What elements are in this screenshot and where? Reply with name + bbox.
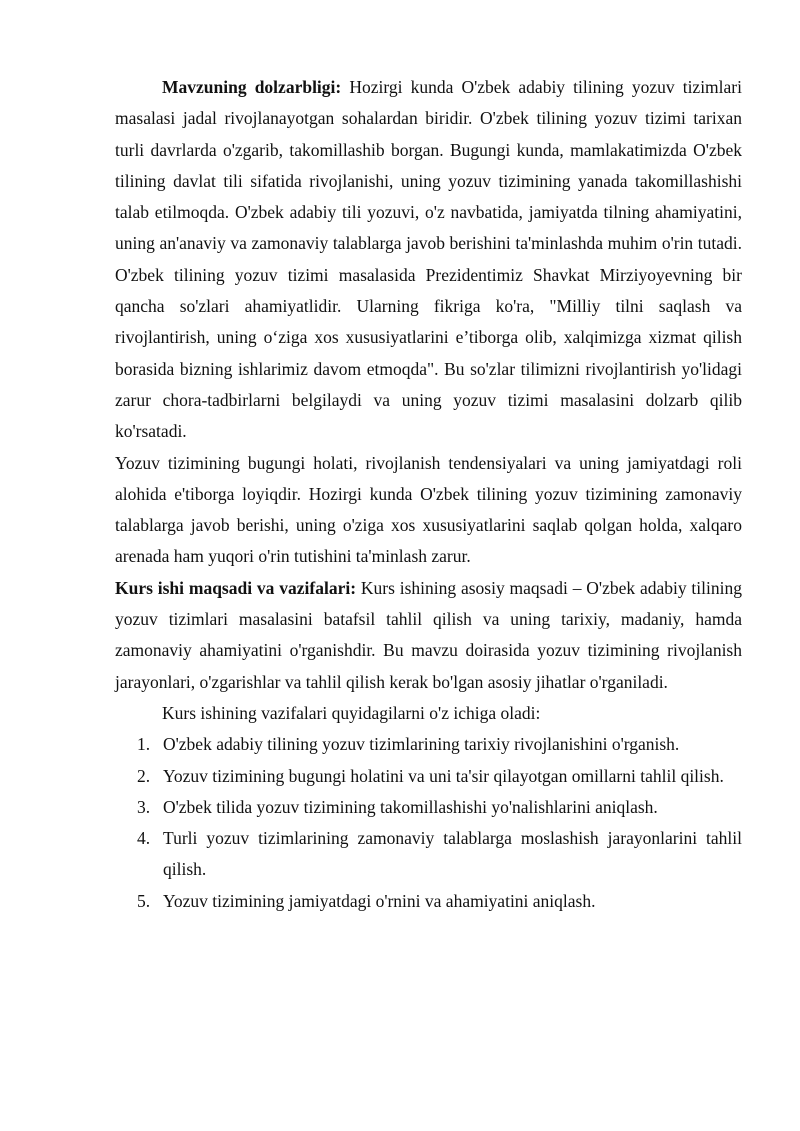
list-item [115,761,742,792]
list-item [115,886,742,917]
tasks-list [115,729,742,917]
goals-heading: Kurs ishi maqsadi va vazifalari: [115,577,357,598]
list-item [115,792,742,823]
paragraph-relevance [115,72,742,448]
paragraph-tasks-intro: Kurs ishining vazifalari quyidagilarni o'z ichiga oladi: [162,702,541,723]
list-item-number: 1. [137,734,151,755]
relevance-text: Hozirgi kunda O'zbek adabiy tilining yozuv tizimlari masalasi jadal rivojlanayotgan sohalardan biridir. O'zbek tilining yozuv tizimi tarixan turli davrlarda o'zgarib, takomillashib borgan. Bugungi kunda, mamlakatimizda O'zbek tilining davlat tili sifatida rivojlanishi, uning yozuv tizimining yanada takomillashishi talab etilmoqda. O'zbek adabiy tili yozuvi, o'z navbatida, jamiyatda tilning ahamiyatini, uning an'anaviy va zamonaviy talablarga javob berishini ta'minlashda muhim o'rin tutadi. O'zbek tilining yozuv tizimi masalasida Prezidentimiz Shavkat Mirziyoyevning bir qancha so'zlari ahamiyatlidir. Ularning fikriga ko'ra, "Milliy tilni saqlash va rivojlantirish, uning o‘ziga xos xususiyatlarini e’tiborga olib, xalqimizga xizmat qilish borasida bizning ishlarimiz davom etmoqda". Bu so'zlar tilimizni rivojlantirish yo'lidagi zarur chora-tadbirlarni belgilaydi va uning yozuv tizimi masalasini dolzarb qilib ko'rsatadi. [115,77,742,442]
list-item-number: 4. [137,828,151,849]
list-item-text: Yozuv tizimining jamiyatdagi o'rnini va ahamiyatini aniqlash. [163,890,596,911]
list-item-text: Yozuv tizimining bugungi holatini va uni ta'sir qilayotgan omillarni tahlil qilish. [163,765,724,786]
paragraph-current-state: Yozuv tizimining bugungi holati, rivojlanish tendensiyalari va uning jamiyatdagi roli alohida e'tiborga loyiqdir. Hozirgi kunda O'zbek tilining yozuv tizimining zamonaviy talablarga javob berishi, uning o'ziga xos xususiyatlarini saqlab qolgan holda, xalqaro arenada ham yuqori o'rin tutishini ta'minlash zarur. [115,452,742,567]
paragraph-goals [115,573,742,698]
relevance-heading: Mavzuning dolzarbligi: [162,77,342,97]
list-item-text: O'zbek adabiy tilining yozuv tizimlarining tarixiy rivojlanishini o'rganish. [163,734,680,755]
list-item-text: Turli yozuv tizimlarining zamonaviy talablarga moslashish jarayonlarini tahlil qilish. [163,828,742,880]
list-item [115,729,742,760]
list-item-number: 3. [137,796,151,817]
goals-text: Kurs ishining asosiy maqsadi – O'zbek adabiy tilining yozuv tizimlari masalasini batafsil tahlil qilish va uning tarixiy, madaniy, hamda zamonaviy ahamiyatini o'rganishdir. Bu mavzu doirasida yozuv tizimining rivojlanish jarayonlari, o'zgarishlar va tahlil qilish kerak bo'lgan asosiy jihatlar o'rganiladi. [115,577,742,692]
list-item-text: O'zbek tilida yozuv tizimining takomillashishi yo'nalishlarini aniqlash. [163,796,658,817]
document-body [115,72,742,917]
list-item-number: 5. [137,890,151,911]
list-item [115,823,742,886]
list-item-number: 2. [137,765,151,786]
